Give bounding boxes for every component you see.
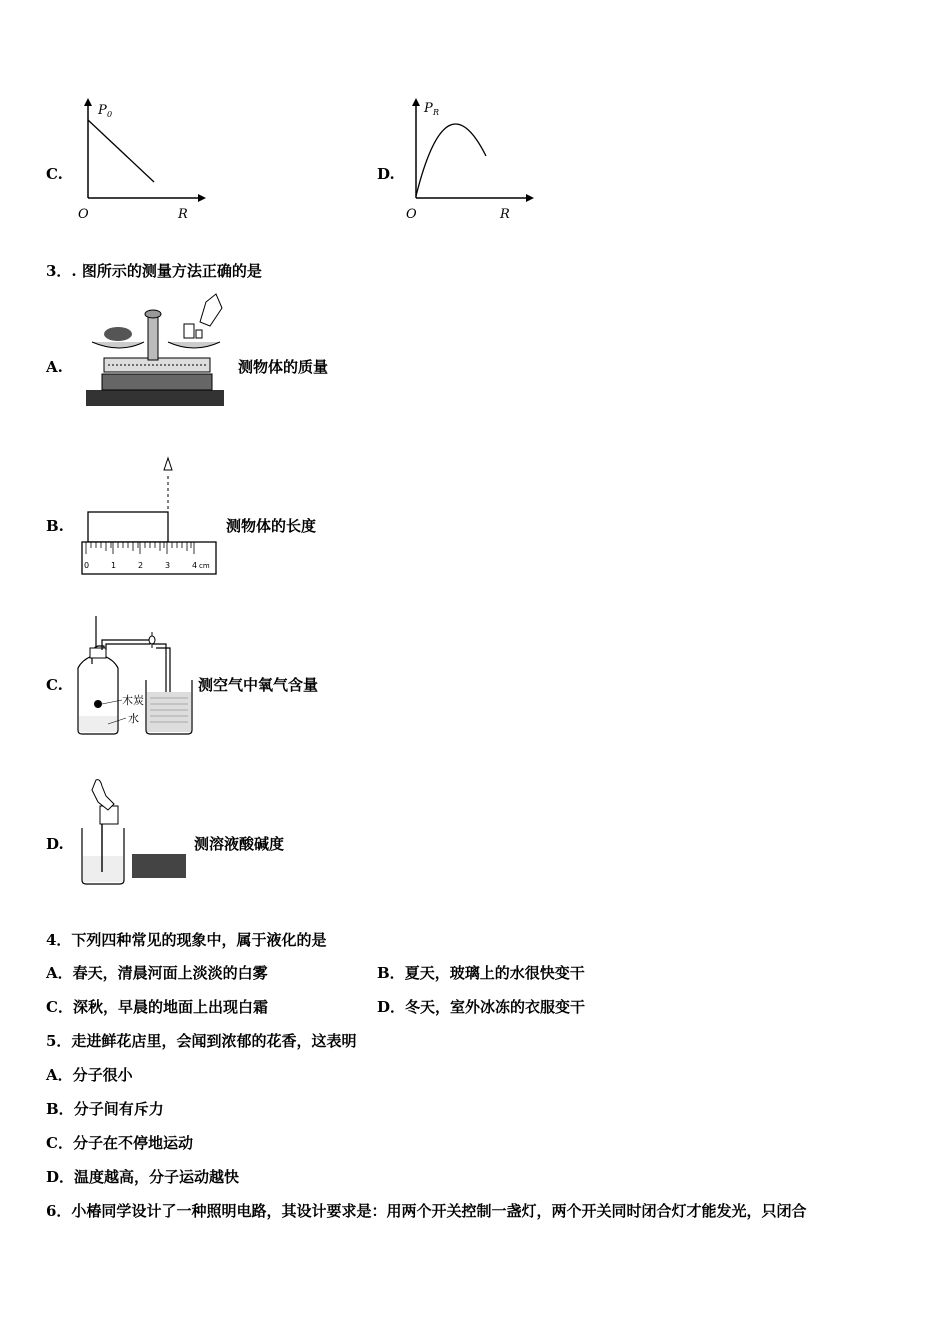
ruler-tick-0: 0 xyxy=(84,561,90,570)
q5-option-c: C．分子在不停地运动 xyxy=(46,1134,193,1152)
q5-stem: 5．走进鲜花店里，会闻到浓郁的花香，这表明 xyxy=(46,1032,357,1050)
q2-graph-c xyxy=(70,96,210,226)
graph-d-origin: O xyxy=(406,207,417,222)
q4-option-d: D．冬天，室外冰冻的衣服变干 xyxy=(377,998,586,1016)
graph-c-line xyxy=(88,120,154,182)
svg-text:R: R xyxy=(433,108,440,117)
q2-option-c-label: C. xyxy=(46,165,63,183)
q3-option-b-label: B. xyxy=(46,517,64,535)
q2-graph-d xyxy=(398,96,538,226)
ph-test-illustration xyxy=(76,776,192,888)
q4-option-a: A．春天，清晨河面上淡淡的白雾 xyxy=(46,964,268,982)
graph-c-y-label: P xyxy=(98,103,107,118)
graph-d-x-label: R xyxy=(500,207,510,222)
q3-option-d-text: 测溶液酸碱度 xyxy=(194,835,285,853)
q3-option-c-text: 测空气中氧气含量 xyxy=(198,676,319,694)
balance-scale-illustration xyxy=(82,292,232,412)
graph-d-curve xyxy=(416,124,486,196)
q4-option-c: C．深秋，早晨的地面上出现白霜 xyxy=(46,998,268,1016)
oxygen-apparatus-illustration xyxy=(74,612,198,738)
ruler-illustration xyxy=(80,456,220,580)
q3-stem: 3．. 图所示的测量方法正确的是 xyxy=(46,262,262,280)
ruler-tick-3: 3 xyxy=(165,561,171,570)
q5-option-a: A．分子很小 xyxy=(46,1066,133,1084)
annot-water: 水 xyxy=(128,712,139,725)
q3-option-d-label: D. xyxy=(46,835,64,853)
annot-charcoal: 木炭 xyxy=(122,694,144,707)
q6-stem: 6．小椿同学设计了一种照明电路，其设计要求是：用两个开关控制一盏灯，两个开关同时闭合灯才能发光，只闭合 xyxy=(46,1202,807,1220)
ruler-tick-2: 2 xyxy=(138,561,144,570)
q5-option-d: D．温度越高，分子运动越快 xyxy=(46,1168,240,1186)
q4-stem: 4．下列四种常见的现象中，属于液化的是 xyxy=(46,931,327,949)
q5-option-b: B．分子间有斥力 xyxy=(46,1100,164,1118)
graph-c-x-label: R xyxy=(178,207,188,222)
q3-option-b-text: 测物体的长度 xyxy=(226,517,317,535)
graph-d-y-label: P xyxy=(424,101,433,116)
q3-option-c-label: C. xyxy=(46,676,63,694)
ruler-tick-1: 1 xyxy=(111,561,117,570)
q4-option-b: B．夏天，玻璃上的水很快变干 xyxy=(377,964,585,982)
q2-option-d-label: D. xyxy=(377,165,395,183)
q3-option-a-text: 测物体的质量 xyxy=(238,358,329,376)
ruler-unit: cm xyxy=(199,562,210,570)
q3-option-a-label: A. xyxy=(46,358,63,376)
ruler-tick-4: 4 xyxy=(192,561,198,570)
svg-text:0: 0 xyxy=(107,110,113,119)
graph-c-origin: O xyxy=(78,207,89,222)
